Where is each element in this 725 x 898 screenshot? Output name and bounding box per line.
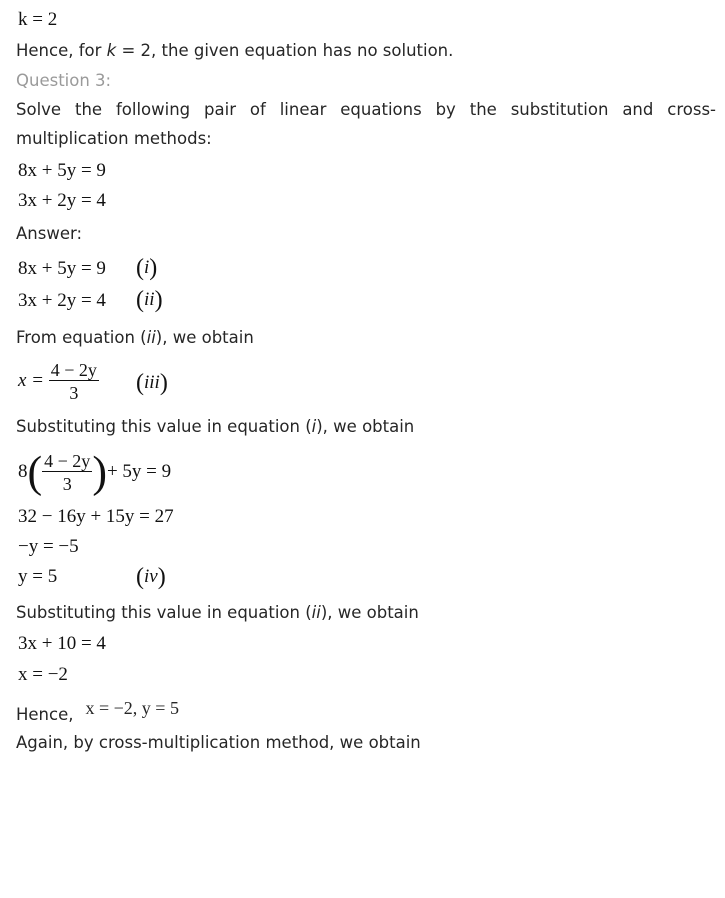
conclusion-suffix: = 2, the given equation has no solution. (116, 41, 454, 60)
step-2: −y = −5 (18, 536, 79, 557)
equation-tag-ii: (ii) (136, 287, 163, 313)
question-heading: Question 3: (16, 71, 112, 90)
substituting-text-1 (16, 416, 414, 438)
substituting-2-ref: ii (311, 603, 321, 622)
equation-tag-iv: (iv) (136, 564, 166, 590)
labeled-equation-1: 8x + 5y = 9 (18, 258, 106, 279)
x-expression-fraction (49, 360, 99, 403)
again-text: Again, by cross-multiplication method, we obtain (16, 733, 421, 752)
question-equation-2: 3x + 2y = 4 (18, 190, 106, 211)
right-paren: ) (92, 447, 107, 497)
equation-tag-iii: (iii) (136, 370, 168, 396)
step-3: y = 5 (18, 566, 58, 587)
substituting-2-suffix: ), we obtain (320, 603, 419, 622)
equation-tag-ii-label: ii (144, 289, 155, 310)
substituting-text-2 (16, 602, 419, 624)
x-expression-denominator: 3 (69, 383, 79, 403)
answer-label: Answer: (16, 224, 83, 243)
question-equation-1: 8x + 5y = 9 (18, 160, 106, 181)
x-expression (18, 360, 99, 403)
from-equation-ref: ii (146, 328, 156, 347)
substitution-numerator: 4 − 2y (44, 451, 91, 472)
labeled-equation-2: 3x + 2y = 4 (18, 290, 106, 311)
step-4: 3x + 10 = 4 (18, 633, 106, 654)
substituting-1-suffix: ), we obtain (316, 417, 415, 436)
substituting-1-ref: i (311, 417, 317, 436)
substituting-1-prefix: Substituting this value in equation ( (16, 417, 312, 436)
substitution-coefficient: 8 (18, 461, 28, 482)
conclusion-text (16, 40, 453, 62)
step-5: x = −2 (18, 664, 68, 685)
substitution-expression (18, 447, 171, 497)
step-1: 32 − 16y + 15y = 27 (18, 506, 174, 527)
from-equation-prefix: From equation ( (16, 328, 147, 347)
hence-line (16, 698, 179, 726)
from-equation-suffix: ), we obtain (155, 328, 254, 347)
substituting-2-prefix: Substituting this value in equation ( (16, 603, 312, 622)
from-equation-text (16, 327, 254, 349)
left-paren: ( (27, 447, 43, 497)
substitution-fraction (42, 451, 92, 494)
question-text-line-2: multiplication methods: (16, 129, 212, 148)
question-text-line-1: Solve the following pair of linear equations by the substitution and cross- (16, 100, 716, 119)
equation-tag-iii-label: iii (144, 372, 160, 393)
hence-result: x = −2, y = 5 (85, 698, 179, 718)
x-expression-lhs: x = (18, 369, 45, 391)
substitution-rest: + 5y = 9 (106, 461, 172, 482)
conclusion-prefix: Hence, for (16, 41, 107, 60)
hence-label: Hence, (16, 705, 74, 724)
conclusion-variable: k (106, 41, 117, 60)
equation-tag-iv-label: iv (144, 566, 158, 587)
substitution-denominator: 3 (62, 474, 72, 495)
x-expression-numerator: 4 − 2y (50, 360, 97, 380)
top-equation: k = 2 (18, 9, 58, 30)
equation-tag-i: (i) (136, 255, 158, 281)
equation-tag-i-label: i (144, 257, 150, 278)
